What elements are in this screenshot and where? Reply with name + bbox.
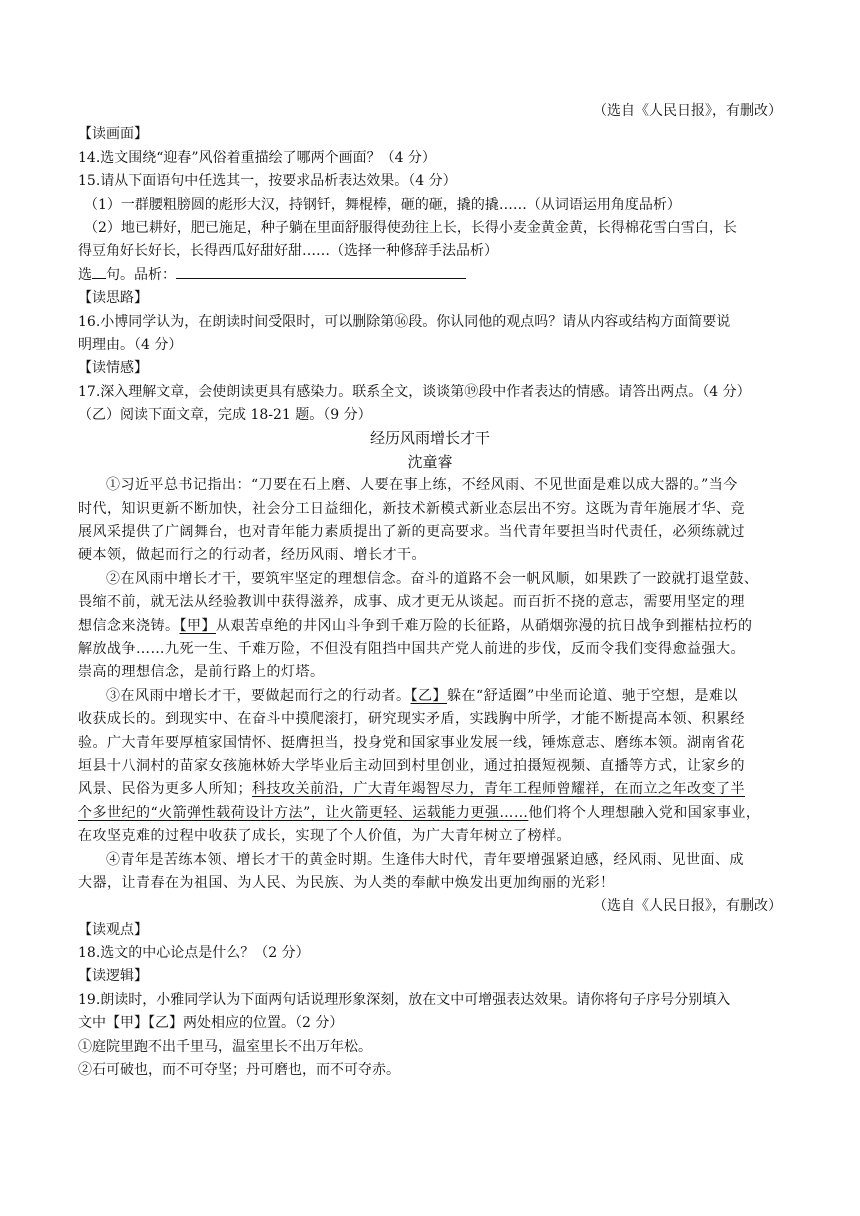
answer-blank-analysis[interactable] [176,264,466,279]
article-author: 沈童睿 [407,452,453,471]
option-1: ①庭院里跑不出千里马，温室里长不出万年松。 [78,1038,372,1055]
section-heading: 【读观点】 [78,921,148,938]
article-title: 经历风雨增长才干 [369,429,490,448]
source-note: （选自《人民日报》，有删改） [593,103,782,119]
question-16-cont: 明理由。（4 分） [78,336,183,353]
question-19-cont: 文中【甲】【乙】两处相应的位置。（2 分） [78,1015,344,1032]
paragraph-3-cont: 收获成长的。到现实中、在奋斗中摸爬滚打，研究现实矛盾，实践胸中所学，才能不断提高本领、积累经 [78,711,745,728]
source-note: （选自《人民日报》，有删改） [593,898,782,915]
paragraph-4-cont: 大器，让青春在为祖国、为人民、为民族、为人类的奉献中焕发出更加绚丽的光彩！ [78,874,615,891]
section-heading: 【读逻辑】 [78,968,148,985]
paragraph-2: ②在风雨中增长才干，要筑牢坚定的理想信念。奋斗的道路不会一帆风顺，如果跌了一跤就打退堂鼓、 [106,570,759,587]
question-19: 19.朗读时，小雅同学认为下面两句话说理形象深刻，放在文中可增强表达效果。请你将句子序号分别填入 [78,991,731,1008]
exam-page [78,100,782,1082]
question-15-option-2: （2）地已耕好，肥已施足，种子躺在里面舒服得使劲往上长，长得小麦金黄金黄，长得棉花雪白雪白，长 [84,219,737,236]
paragraph-2-cont: 解放战争……九死一生、千难万险，不但没有阻挡中国共产党人前进的步伐，反而令我们变得愈益强大。 [78,640,745,657]
section-heading: 【读情感】 [78,360,148,377]
paragraph-1: ①习近平总书记指出：“刀要在石上磨、人要在事上练，不经风雨、不见世面是难以成大器的。”当今 [106,477,738,494]
paragraph-3-cont: 垣县十八洞村的苗家女孩施林娇大学毕业后主动回到村里创业，通过拍摄短视频、直播等方式，让家乡的 [78,757,745,774]
paragraph-3-cont: 个多世纪的“火箭弹性载荷设计方法”，让火箭更轻、运载能力更强……他们将个人理想融入党和国家事业， [78,804,761,821]
paragraph-1-cont: 时代，知识更新不断加快，社会分工日益细化，新技术新模式新业态层出不穷。这既为青年施展才华、竞 [78,500,745,517]
section-heading: 【读画面】 [78,126,148,143]
underlined-example: 科技攻关前沿，广大青年竭智尽力，青年工程师曾耀祥，在而立之年改变了半 [252,781,745,798]
paragraph-3-cont: 风景、民俗为更多人所知；科技攻关前沿，广大青年竭智尽力，青年工程师曾耀祥，在而立之年改变了半 [78,781,745,798]
question-15: 15.请从下面语句中任选其一，按要求品析表达效果。（4 分） [78,173,457,190]
paragraph-2-cont: 崇高的理想信念，是前行路上的灯塔。 [78,664,325,681]
question-16: 16.小博同学认为，在朗读时间受限时，可以删除第⑯段。你认同他的观点吗？请从内容或结构方面简要说 [78,313,731,330]
question-14: 14.选文围绕“迎春”风俗着重描绘了哪两个画面？（4 分） [78,149,436,166]
paragraph-2-cont: 想信念来浇铸。【甲】从艰苦卓绝的井冈山斗争到千难万险的长征路，从硝烟弥漫的抗日战争到摧枯拉朽的 [78,617,753,634]
paragraph-3-cont: 验。广大青年要厚植家国情怀、挺膺担当，投身党和国家事业发展一线，锤炼意志、磨练本领。湖南省花 [78,734,745,751]
section-heading: 【读思路】 [78,290,148,307]
answer-line [78,264,782,287]
question-18: 18.选文的中心论点是什么？（2 分） [78,945,310,962]
answer-mid: 句。品析： [106,266,176,283]
marker-yi: 【乙】 [410,687,447,704]
question-15-option-1: （1）一群腰粗膀圆的彪形大汉，持钢钎，舞棍棒，砸的砸，撬的撬……（从词语运用角度品析） [84,196,681,213]
marker-jia: 【甲】 [179,617,216,634]
underlined-example: 个多世纪的“火箭弹性载荷设计方法”，让火箭更轻、运载能力更强…… [78,804,529,821]
part-b-instruction: （乙）阅读下面文章，完成 18-21 题。（9 分） [78,407,372,424]
option-2: ②石可破也，而不可夺坚；丹可磨也，而不可夺赤。 [78,1062,400,1079]
paragraph-1-cont: 展风采提供了广阔舞台，也对青年能力素质提出了新的更高要求。当代青年要担当时代责任，必须练就过 [78,524,745,541]
paragraph-3: ③在风雨中增长才干，要做起而行之的行动者。【乙】躲在“舒适圈”中坐而论道、驰于空想，是难以 [106,687,738,704]
question-15-option-2-cont: 得豆角好长好长，长得西瓜好甜好甜……（选择一种修辞手法品析） [78,243,498,260]
answer-blank-choice[interactable] [92,264,106,279]
question-17: 17.深入理解文章，会使朗读更具有感染力。联系全文，谈谈第⑲段中作者表达的情感。请答出两点。（4 分） [78,383,751,400]
paragraph-3-cont: 在攻坚克难的过程中收获了成长，实现了个人价值，为广大青年树立了榜样。 [78,828,571,845]
paragraph-4: ④青年是苦练本领、增长才干的黄金时期。生逢伟大时代，青年要增强紧迫感，经风雨、见世面、成 [106,851,744,868]
answer-prefix: 选 [78,266,92,283]
paragraph-1-cont: 硬本领，做起而行之的行动者，经历风雨、增长才干。 [78,547,426,564]
paragraph-2-cont: 畏缩不前，就无法从经验教训中获得滋养，成事、成才更无从谈起。而百折不挠的意志，需要用坚定的理 [78,594,745,611]
